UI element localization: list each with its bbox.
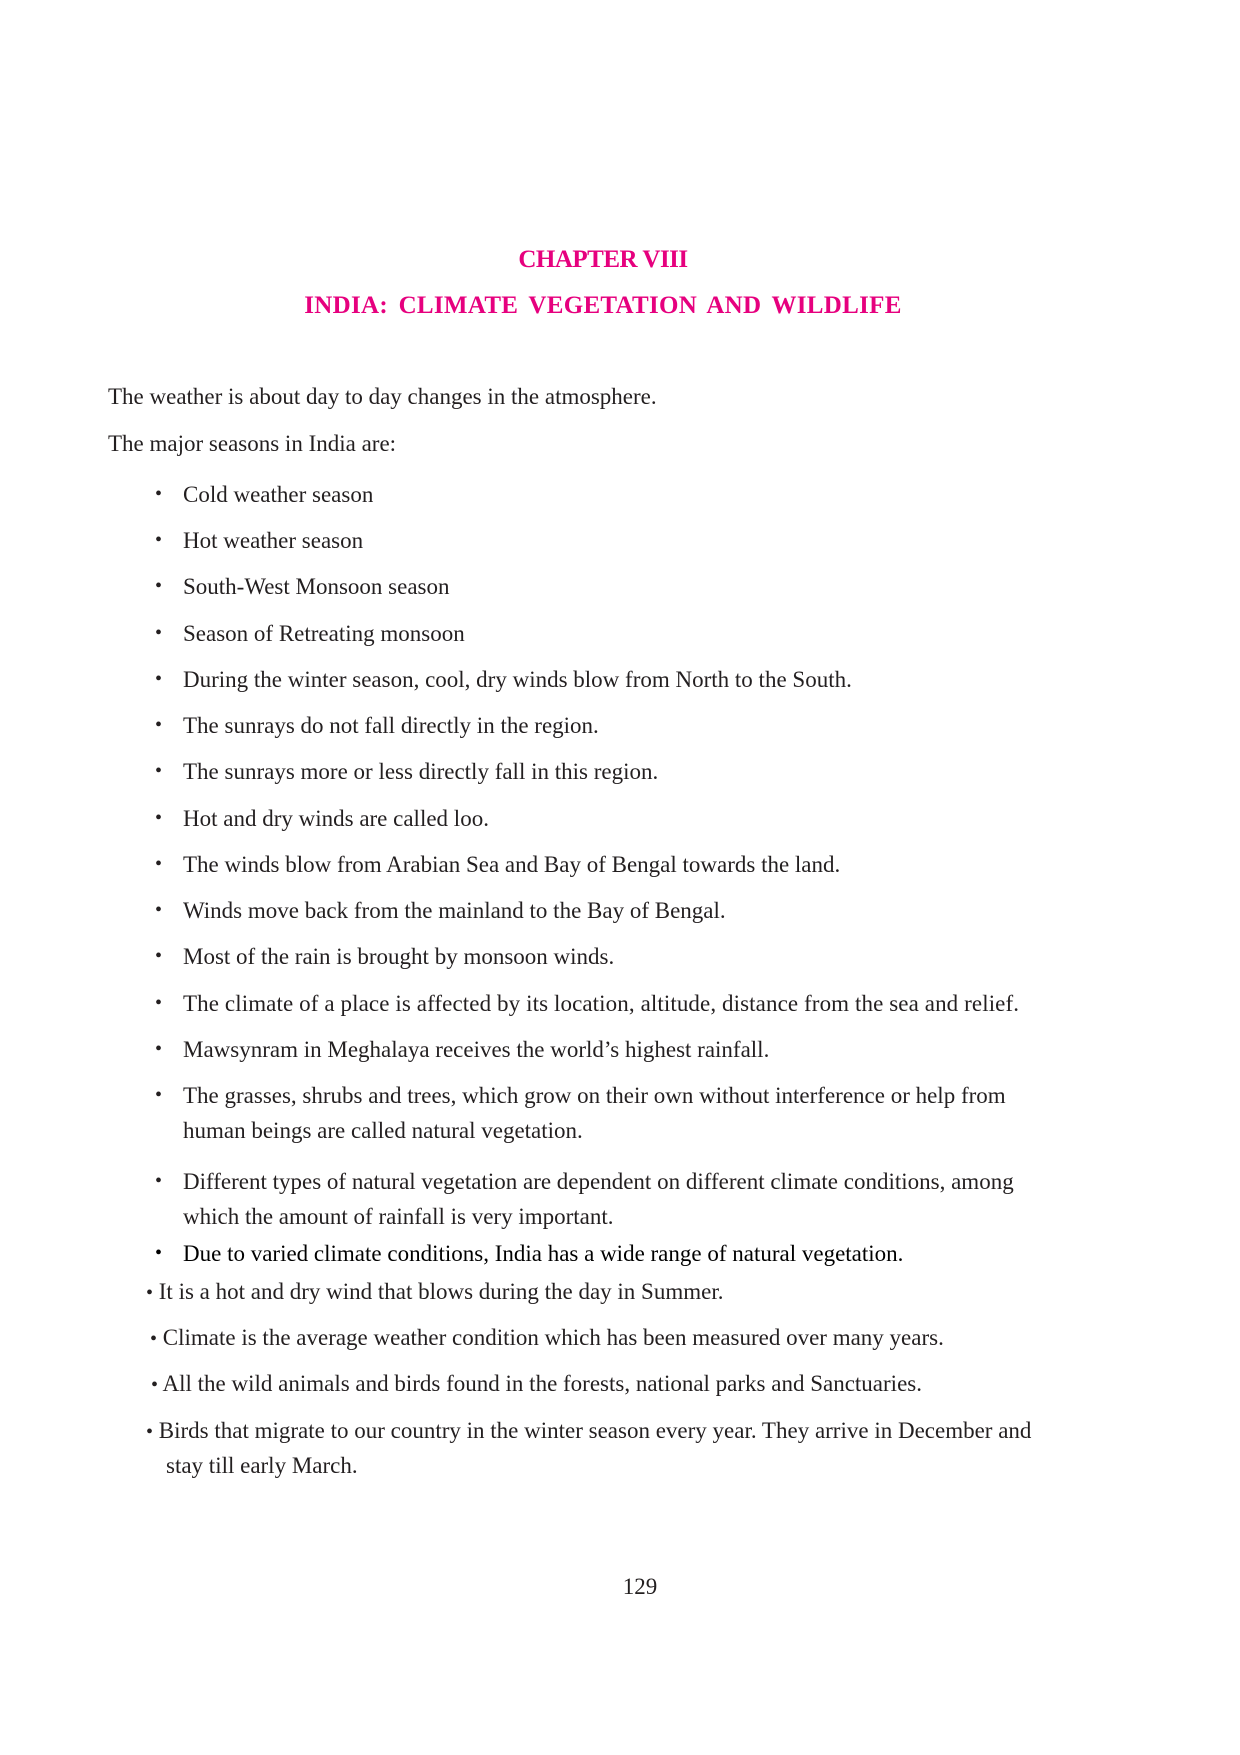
bullet-dot-icon: • bbox=[155, 1170, 163, 1192]
list-item-text: Most of the rain is brought by monsoon winds. bbox=[183, 944, 615, 969]
list-item-text: Season of Retreating monsoon bbox=[183, 621, 465, 646]
extra-list-item bbox=[146, 1274, 723, 1311]
bullet-dot-icon: • bbox=[155, 483, 163, 505]
list-item-text: All the wild animals and birds found in the forests, national parks and Sanctuaries. bbox=[162, 1371, 922, 1396]
list-item-text: Mawsynram in Meghalaya receives the world’s highest rainfall. bbox=[183, 1037, 770, 1062]
list-item-text: Due to varied climate conditions, India has a wide range of natural vegetation. bbox=[183, 1241, 904, 1266]
intro-line-weather: The weather is about day to day changes in the atmosphere. bbox=[108, 384, 657, 409]
bullet-dot-icon: • bbox=[155, 575, 163, 597]
bullet-dot-icon: • bbox=[155, 1038, 163, 1060]
list-item-text: The grasses, shrubs and trees, which grow on their own without interference or help from bbox=[183, 1083, 1006, 1108]
list-item-text: Climate is the average weather condition which has been measured over many years. bbox=[162, 1325, 944, 1350]
bullet-dot-icon: • bbox=[155, 622, 163, 644]
bullet-dot-icon: • bbox=[146, 1421, 154, 1443]
list-item-text: The sunrays do not fall directly in the region. bbox=[183, 713, 599, 738]
bullet-dot-icon: • bbox=[155, 714, 163, 736]
extra-list-item bbox=[146, 1413, 1031, 1450]
bullet-dot-icon: • bbox=[155, 807, 163, 829]
list-item-text: Different types of natural vegetation are dependent on different climate conditions, among bbox=[183, 1169, 1014, 1194]
list-item-text: Cold weather season bbox=[183, 482, 374, 507]
bullet-dot-icon: • bbox=[155, 992, 163, 1014]
list-item-text: Hot weather season bbox=[183, 528, 364, 553]
extra-list-item-continuation: stay till early March. bbox=[166, 1453, 358, 1478]
list-item-text: It is a hot and dry wind that blows during the day in Summer. bbox=[158, 1279, 724, 1304]
list-item-text: human beings are called natural vegetation. bbox=[183, 1118, 583, 1143]
list-item-text: The sunrays more or less directly fall in this region. bbox=[183, 759, 659, 784]
list-item-text: During the winter season, cool, dry winds blow from North to the South. bbox=[183, 667, 852, 692]
bullet-dot-icon: • bbox=[155, 760, 163, 782]
intro-line-seasons: The major seasons in India are: bbox=[108, 431, 397, 456]
bullet-dot-icon: • bbox=[151, 1374, 159, 1396]
bullet-dot-icon: • bbox=[155, 945, 163, 967]
bullet-dot-icon: • bbox=[146, 1282, 154, 1304]
bullet-dot-icon: • bbox=[155, 668, 163, 690]
extra-list-item bbox=[151, 1366, 922, 1403]
bullet-dot-icon: • bbox=[150, 1328, 158, 1350]
bullet-dot-icon: • bbox=[155, 1084, 163, 1106]
bullet-dot-icon: • bbox=[155, 1242, 163, 1264]
bullet-dot-icon: • bbox=[155, 853, 163, 875]
extra-list-item bbox=[150, 1320, 944, 1357]
list-item-text: South-West Monsoon season bbox=[183, 574, 450, 599]
bullet-dot-icon: • bbox=[155, 529, 163, 551]
chapter-label: CHAPTER VIII bbox=[518, 246, 688, 273]
list-item-text: Birds that migrate to our country in the winter season every year. They arrive in December and bbox=[158, 1418, 1032, 1443]
list-item-text: which the amount of rainfall is very important. bbox=[183, 1204, 614, 1229]
page-number: 129 bbox=[622, 1574, 658, 1599]
list-item-text: The climate of a place is affected by its location, altitude, distance from the sea and relief. bbox=[183, 991, 1020, 1016]
list-item-text: Winds move back from the mainland to the Bay of Bengal. bbox=[183, 898, 726, 923]
list-item-text: The winds blow from Arabian Sea and Bay of Bengal towards the land. bbox=[183, 852, 841, 877]
chapter-title: INDIA: CLIMATE VEGETATION AND WILDLIFE bbox=[304, 292, 902, 319]
bullet-dot-icon: • bbox=[155, 899, 163, 921]
list-item-text: Hot and dry winds are called loo. bbox=[183, 806, 489, 831]
